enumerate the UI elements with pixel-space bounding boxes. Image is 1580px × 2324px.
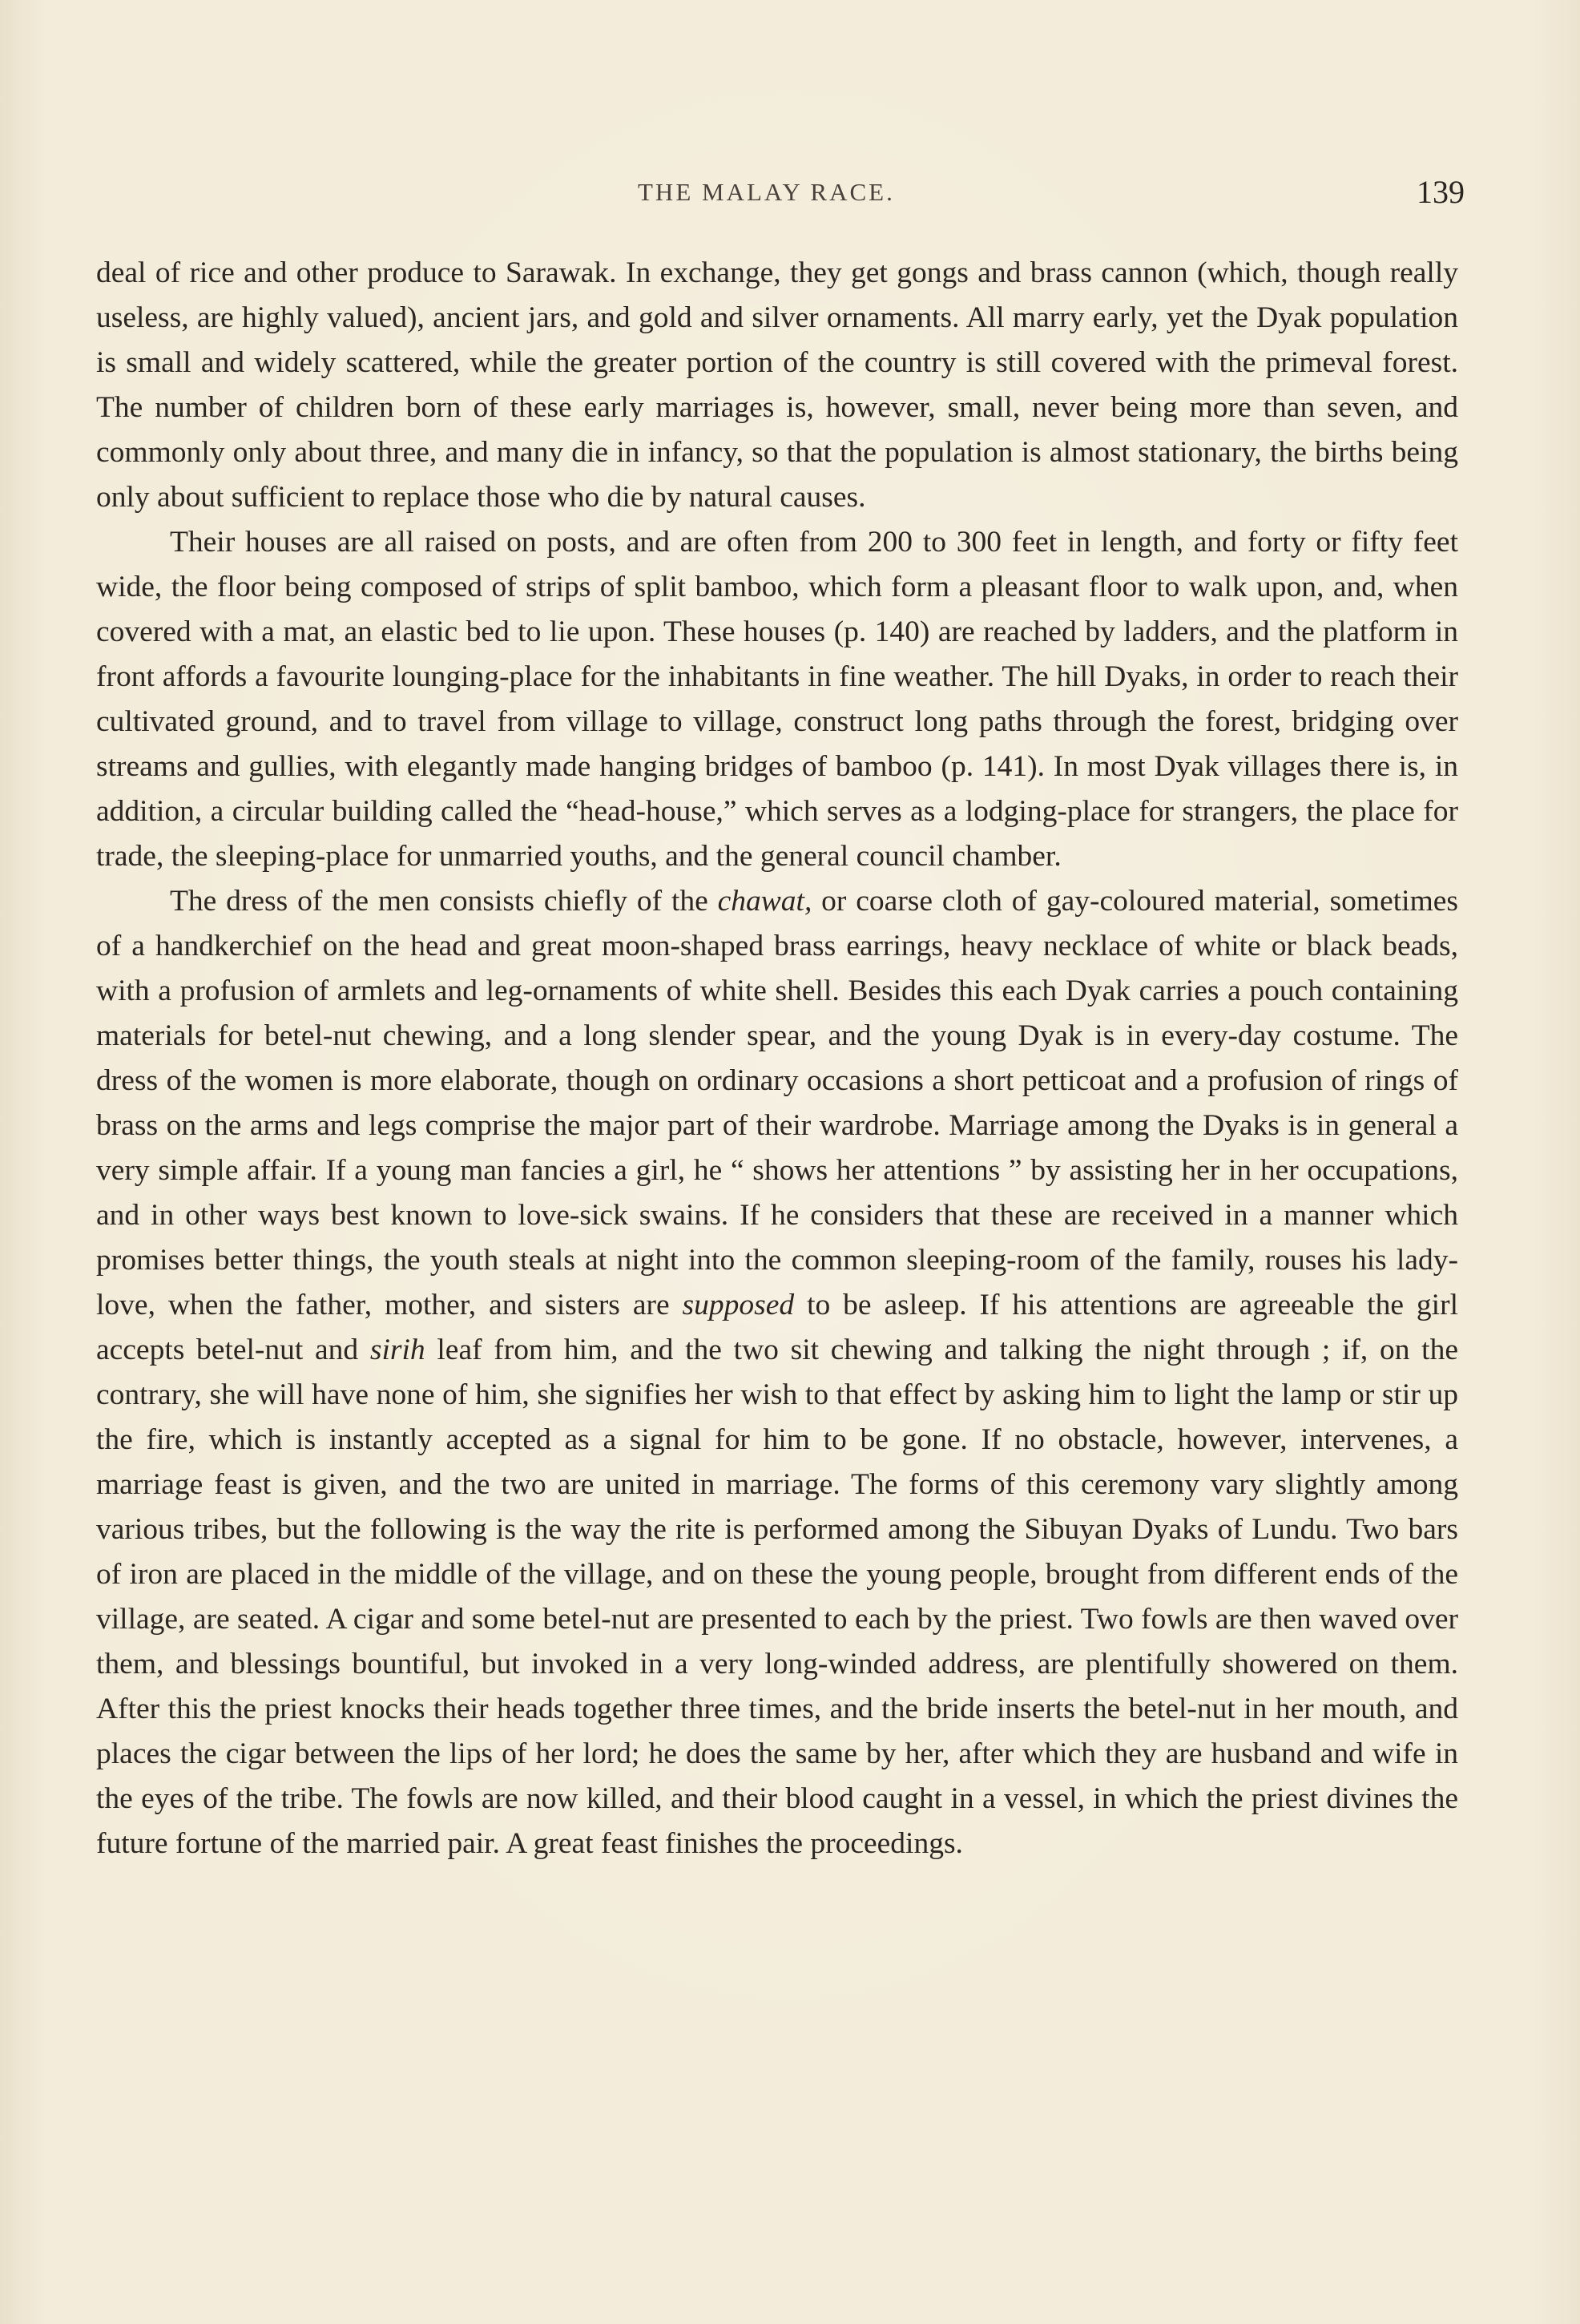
text-run: leaf from him, and the two sit chewing and talking the night through ; if, on the contrary, she will have none of him, she signifies her wish to that effect by asking him to light the lamp or stir up the fire, which is instantly accepted as a signal for him to be gone. If no obstacle, however, intervenes, a marriage feast is given, and the two are united in marriage. The forms of this ceremony vary slightly among various tribes, but the following is the way the rite is performed among the Sibuyan Dyaks of Lundu. Two bars of iron are placed in the middle of the village, and on these the young people, brought from different ends of the village, are seated. A cigar and some betel-nut are presented to each by the priest. Two fowls are then waved over them, and blessings bountiful, but invoked in a very long-winded address, are plentifully showered on them. After this the priest knocks their heads together three times, and the bride inserts the betel-nut in her mouth, and places the cigar between the lips of her lord; he does the same by her, after which they are husband and wife in the eyes of the tribe. The fowls are now killed, and their blood caught in a vessel, in which the priest divines the future fortune of the married pair. A great feast finishes the proceedings. xyxy=(96,1333,1458,1860)
text-run: deal of rice and other produce to Sarawak. In exchange, they get gongs and brass cannon (which, though really useless, are highly valued), ancient jars, and gold and silver ornaments. All marry early, yet the Dyak population is small and widely scattered, while the greater portion of the country is still covered with the primeval forest. The number of children born of these early marriages is, however, small, never being more than seven, and commonly only about three, and many die in infancy, so that the population is almost stationary, the births being only about sufficient to replace those who die by natural causes. xyxy=(96,256,1458,514)
text-run: The dress of the men consists chiefly of the xyxy=(170,885,718,918)
text-run: or coarse cloth of gay-coloured material, sometimes of a handkerchief on the head and great moon-shaped brass earrings, heavy necklace of white or black beads, with a profusion of armlets and leg-ornaments of white shell. Besides this each Dyak carries a pouch containing materials for betel-nut chewing, and a long slender spear, and the young Dyak is in every-day costume. The dress of the women is more elaborate, though on ordinary occasions a short petticoat and a profusion of rings of brass on the arms and legs comprise the major part of their wardrobe. Marriage among the Dyaks is in general a very simple affair. If a young man fancies a girl, he “ shows her attentions ” by assisting her in her occupations, and in other ways best known to love-sick swains. If he considers that these are received in a manner which promises better things, the youth steals at night into the common sleeping-room of the family, rouses his lady-love, when the father, mother, and sisters are xyxy=(96,885,1458,1321)
paragraph-continued xyxy=(96,251,1458,520)
italic-term: sirih xyxy=(369,1333,425,1366)
text-run: Their houses are all raised on posts, and are often from 200 to 300 feet in length, and forty or fifty feet wide, the floor being composed of strips of split bamboo, which form a pleasant floor to walk upon, and, when covered with a mat, an elastic bed to lie upon. These houses (p. 140) are reached by ladders, and the platform in front affords a favourite lounging-place for the inhabitants in fine weather. The hill Dyaks, in order to reach their cultivated ground, and to travel from village to village, construct long paths through the forest, bridging over streams and gullies, with elegantly made hanging bridges of bamboo (p. 141). In most Dyak villages there is, in addition, a circular building called the “head-house,” which serves as a lodging-place for strangers, the place for trade, the sleeping-place for unmarried youths, and the general council chamber. xyxy=(96,526,1458,873)
paragraph-houses xyxy=(96,520,1458,879)
page-number: 139 xyxy=(1417,174,1465,210)
running-head xyxy=(0,174,1580,210)
running-title: THE MALAY RACE. xyxy=(638,178,895,206)
italic-term: chawat, xyxy=(717,885,812,918)
italic-term: supposed xyxy=(682,1289,795,1321)
body-text xyxy=(96,251,1458,1866)
paragraph-dress-and-marriage xyxy=(96,879,1458,1866)
text-run: to be asleep. If his attentions are agreeable the girl accepts betel-nut and xyxy=(96,1289,1458,1366)
